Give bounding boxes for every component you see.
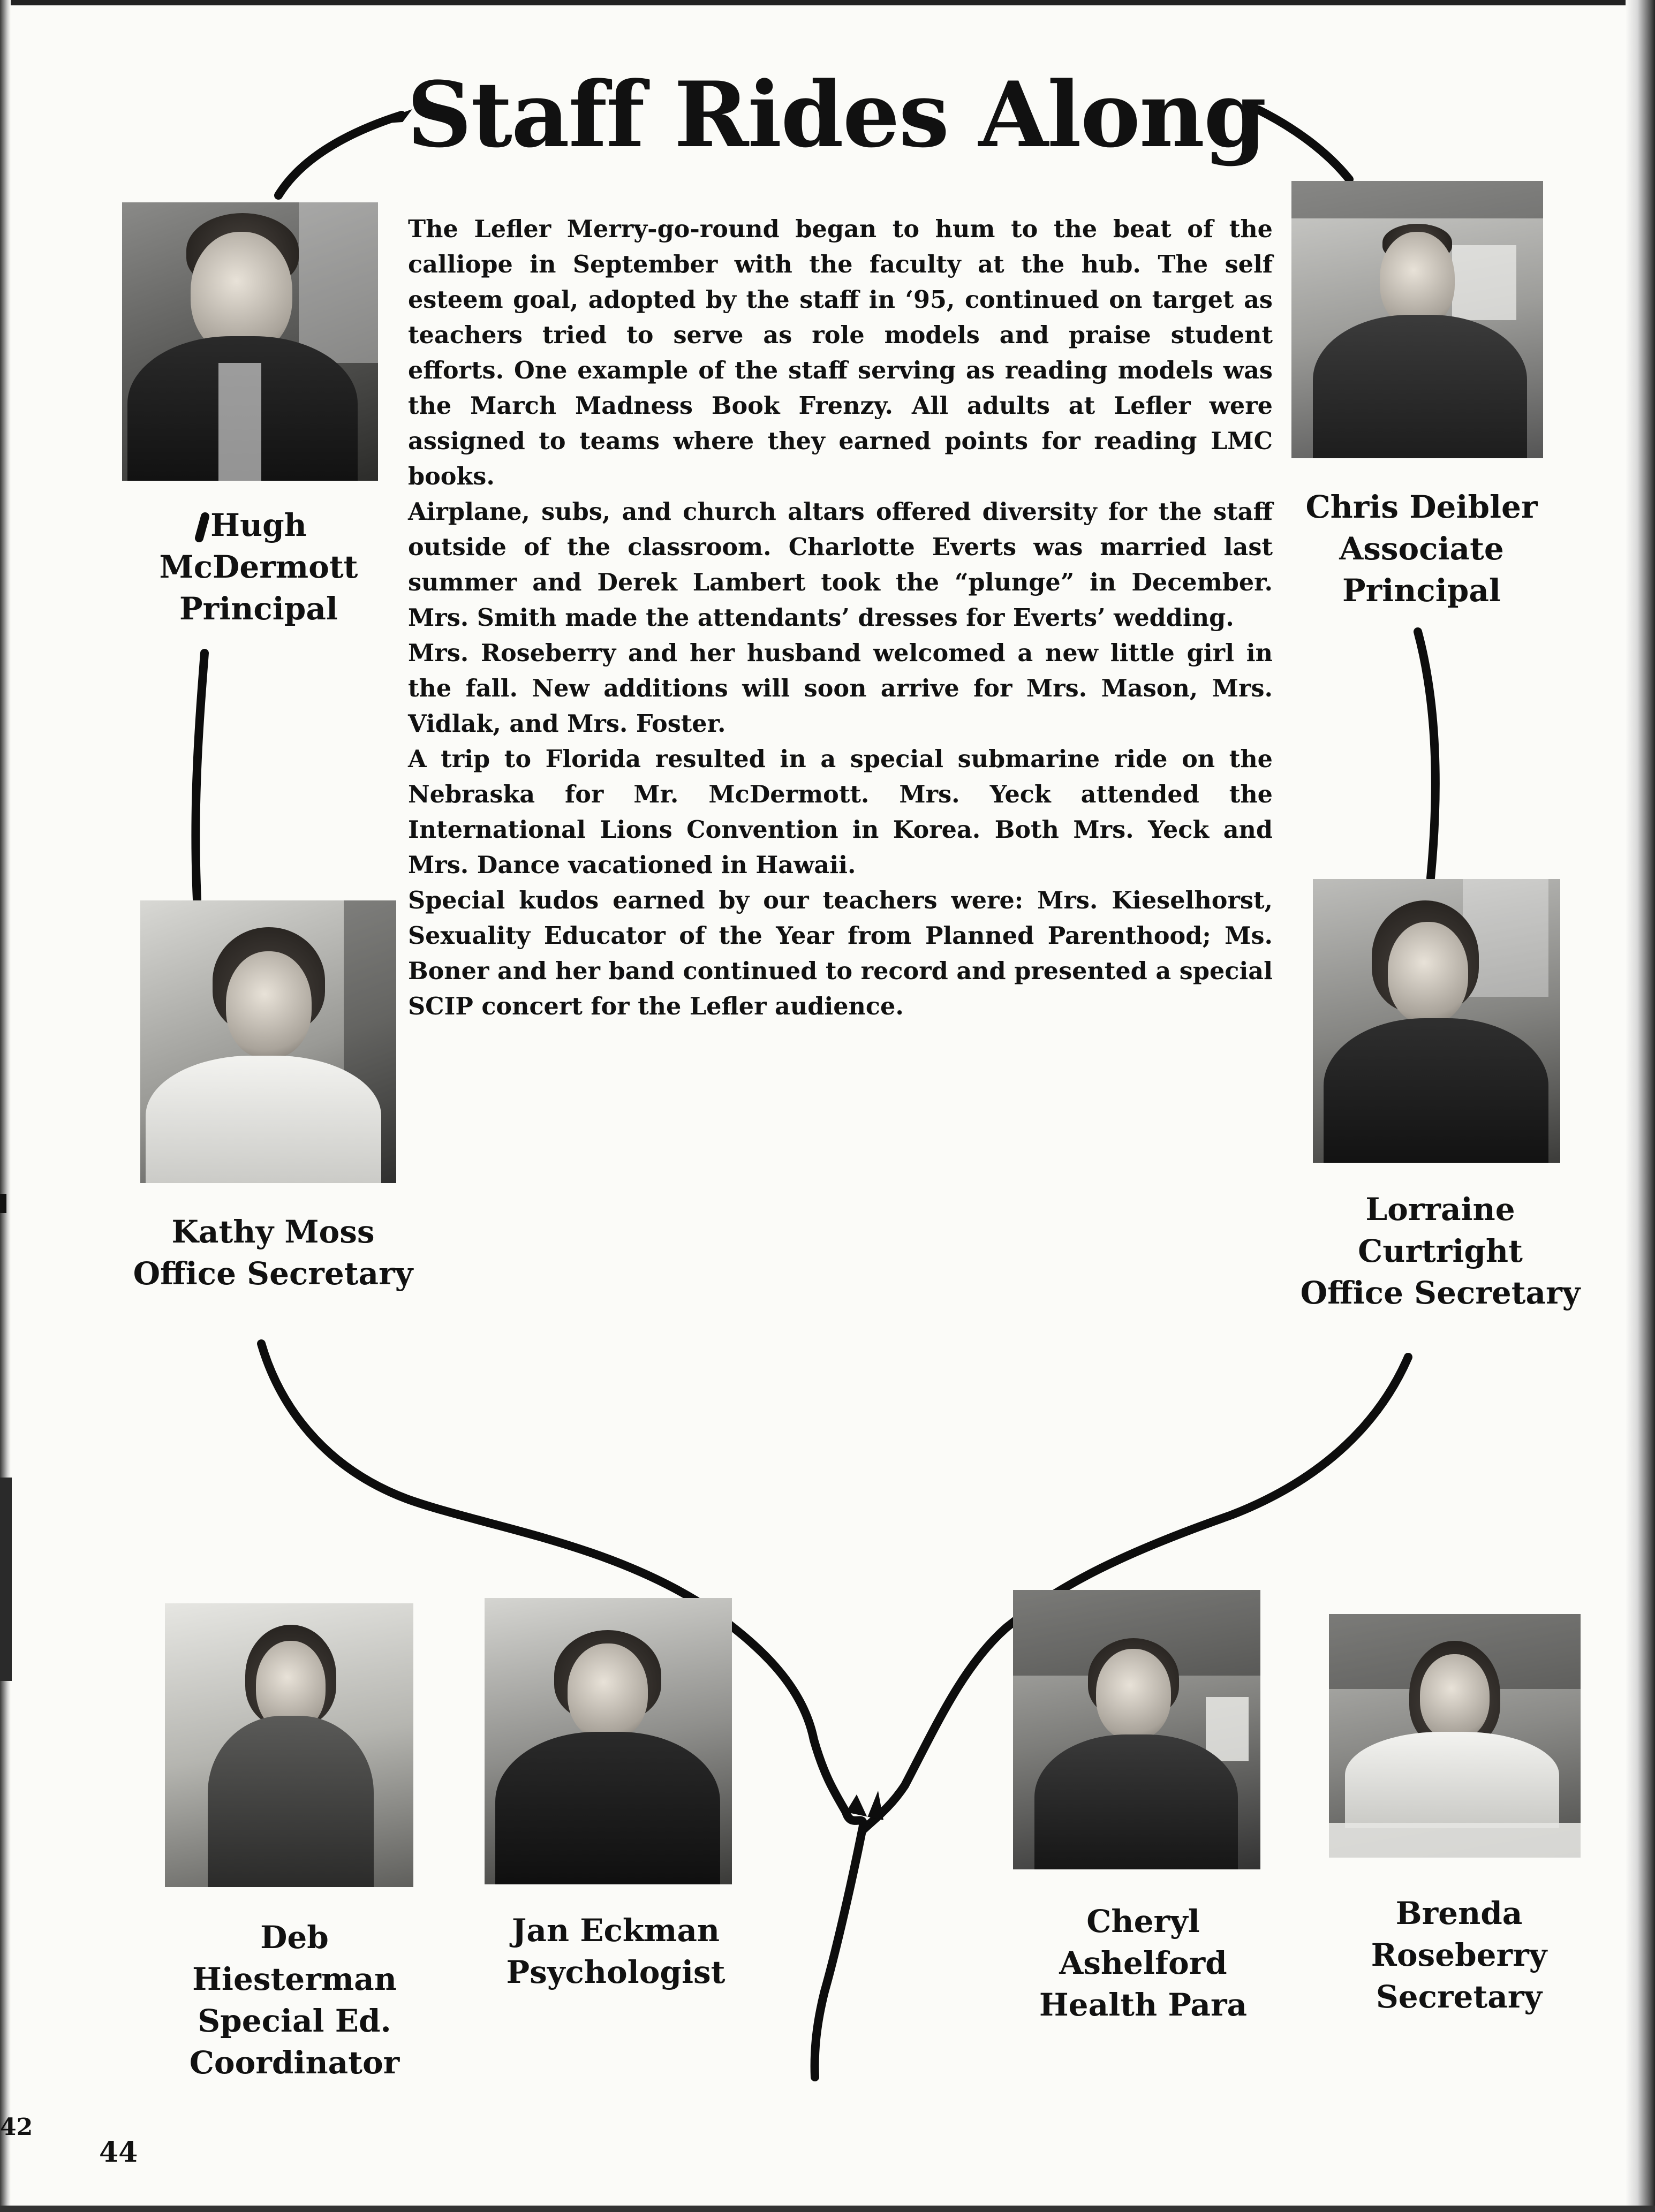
article-paragraph: Airplane, subs, and church altars offered diversity for the staff outside of the classroom. Charlotte Everts was married last summer and Derek Lambert took the “plunge” in December. Mrs. Smith made the attendants’ dresses for Everts’ wedding. (408, 498, 1273, 632)
staff-title: Secretary (1376, 1979, 1543, 2015)
staff-photo-hiesterman (165, 1603, 413, 1887)
staff-caption-deibler (1282, 486, 1561, 611)
staff-photo-mcdermott (122, 202, 378, 481)
staff-title: Coordinator (189, 2044, 400, 2081)
staff-name: McDermott (159, 549, 358, 585)
staff-photo-eckman (485, 1598, 732, 1884)
staff-photo-moss (140, 900, 396, 1183)
staff-title: Principal (1342, 572, 1501, 609)
staff-name: Kathy Moss (171, 1214, 375, 1250)
vine-stem (815, 1812, 863, 2077)
staff-title: Special Ed. (198, 2003, 391, 2039)
staff-name: Lorraine (1365, 1191, 1515, 1228)
staff-name: Brenda (1395, 1895, 1523, 1931)
staff-caption-eckman (468, 1910, 763, 1993)
staff-title: Office Secretary (133, 1255, 413, 1292)
staff-name: Curtright (1358, 1233, 1523, 1269)
staff-caption-moss (129, 1211, 418, 1294)
staff-title: Health Para (1039, 1987, 1248, 2023)
article-paragraph: Mrs. Roseberry and her husband welcomed a new little girl in the fall. New additions will soon arrive for Mrs. Mason, Mrs. Vidlak, and Mrs. Foster. (408, 639, 1273, 738)
vine-title-tip (369, 109, 412, 124)
staff-caption-roseberry (1309, 1892, 1609, 2018)
staff-caption-mcdermott (125, 504, 392, 630)
staff-caption-hiesterman (161, 1916, 428, 2084)
staff-name: Jan Eckman (511, 1912, 720, 1949)
staff-title: Associate (1339, 531, 1504, 567)
staff-photo-deibler (1291, 181, 1543, 458)
article-paragraph: A trip to Florida resulted in a special submarine ride on the Nebraska for Mr. McDermott. Mrs. Yeck attended the International Lions Convention in Korea. Both Mrs. Yeck and Mrs. Dance vacationed in Hawaii. (408, 745, 1273, 879)
staff-photo-curtright (1313, 879, 1560, 1163)
article-body (408, 211, 1273, 1024)
vine-top-left (278, 115, 402, 195)
previous-page-number: 42 (0, 2113, 33, 2141)
staff-caption-curtright (1285, 1188, 1596, 1314)
staff-title: Psychologist (506, 1954, 726, 1990)
staff-name: Hugh (210, 507, 307, 543)
staff-title: Principal (179, 590, 338, 627)
staff-photo-roseberry (1329, 1614, 1581, 1858)
vine-top-right (1258, 110, 1349, 179)
vine-left-middle (195, 653, 205, 899)
page-number: 44 (99, 2136, 138, 2169)
staff-name: Ashelford (1059, 1945, 1227, 1981)
article-paragraph: The Lefler Merry-go-round began to hum to the beat of the calliope in September with the faculty at the hub. The self esteem goal, adopted by the staff in ‘95, continued on target as teachers tried to serve as role models and praise student efforts. One example of the staff serving as reading models was the March Madness Book Frenzy. All adults at Lefler were assigned to teams where they earned points for reading LMC books. (408, 215, 1273, 490)
article-paragraph: Special kudos earned by our teachers were: Mrs. Kieselhorst, Sexuality Educator of the Year from Planned Parenthood; Ms. Boner and her band continued to record and presented a special SCIP concert for the Lefler audience. (408, 887, 1273, 1020)
staff-name: Chris Deibler (1305, 489, 1538, 525)
staff-name: Deb (260, 1919, 329, 1956)
staff-name: Cheryl (1086, 1903, 1200, 1940)
staff-name: Roseberry (1371, 1937, 1547, 1973)
staff-photo-ashelford (1013, 1590, 1260, 1869)
staff-name: Hiesterman (192, 1961, 397, 1997)
vine-right-middle (1418, 632, 1435, 878)
staff-caption-ashelford (1001, 1900, 1285, 2026)
staff-title: Office Secretary (1300, 1275, 1581, 1311)
page-title: Staff Rides Along (407, 62, 1266, 168)
